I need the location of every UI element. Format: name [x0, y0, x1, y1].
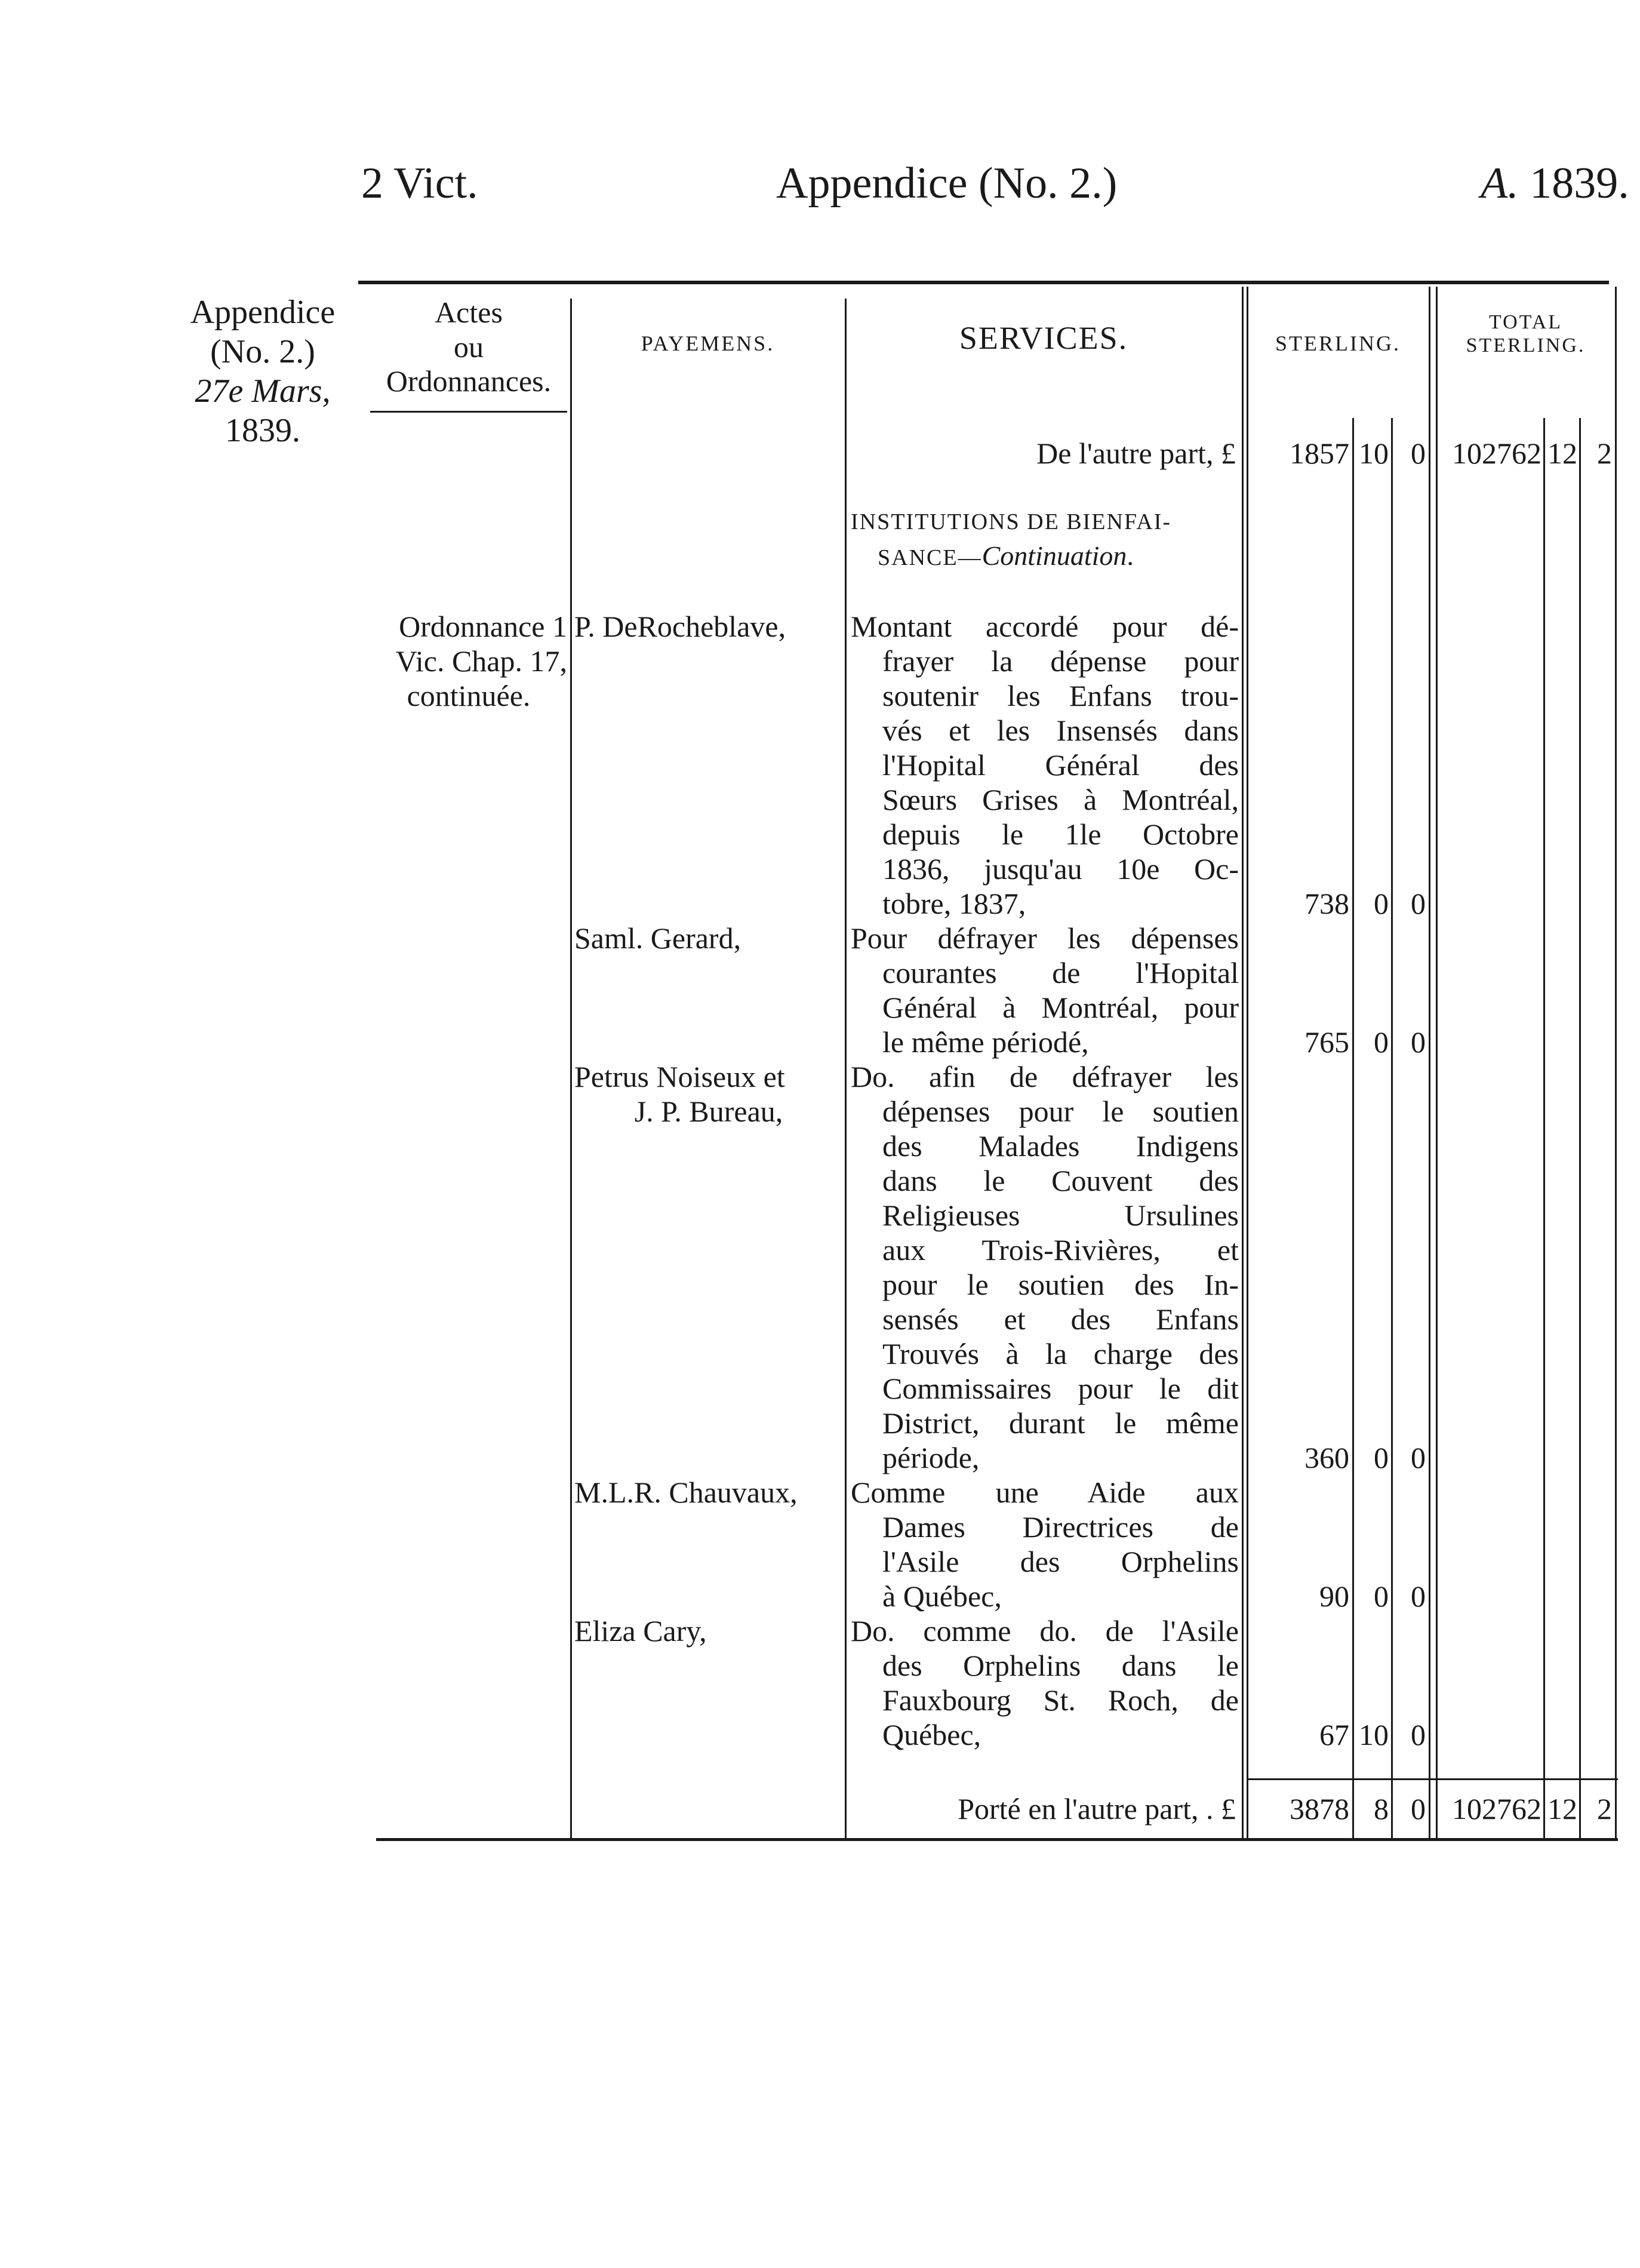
entry-pounds: 765 [1304, 1025, 1349, 1059]
section-title-line: INSTITUTIONS DE BIENFAI- [851, 509, 1172, 534]
service-line: Do. comme do. de l'Asile [851, 1614, 1239, 1648]
entry-pence: 0 [1411, 887, 1426, 920]
service-line: Sœurs Grises à Montréal, [882, 783, 1239, 816]
service-line: pour le soutien des In- [882, 1268, 1239, 1301]
column-divider [1391, 418, 1393, 1838]
brought-forward-total-shillings: 12 [1547, 437, 1577, 470]
carried-forward-total-pounds: 102762 [1452, 1792, 1541, 1826]
brought-forward-total-pounds: 102762 [1452, 437, 1541, 470]
entry-shillings: 0 [1374, 1025, 1389, 1059]
service-line: District, durant le même [882, 1406, 1239, 1440]
sum-rule [1248, 1778, 1618, 1780]
carried-forward-pounds: 3878 [1290, 1792, 1349, 1826]
act-reference-line: continuée. [407, 679, 531, 712]
service-line: dépenses pour le soutien [882, 1095, 1239, 1128]
service-line: Québec, [882, 1718, 981, 1751]
brought-forward-pence: 0 [1411, 437, 1426, 470]
margin-note-line: 1839. [225, 412, 300, 449]
carried-forward-label: Porté en l'autre part, . £ [958, 1792, 1236, 1826]
payee-name: M.L.R. Chauvaux, [574, 1476, 798, 1509]
service-line: période, [882, 1441, 980, 1474]
entry-shillings: 0 [1374, 887, 1389, 920]
column-header-payements: PAYEMENS. [641, 331, 775, 355]
service-line: 1836, jusqu'au 10e Oc- [882, 852, 1239, 886]
column-divider [845, 299, 847, 1838]
service-line: tobre, 1837, [882, 887, 1026, 920]
service-line: Comme une Aide aux [851, 1476, 1239, 1509]
carried-forward-total-pence: 2 [1597, 1792, 1612, 1826]
column-header-services: SERVICES. [959, 320, 1128, 356]
payee-name: Saml. Gerard, [574, 921, 741, 955]
column-divider [570, 299, 572, 1838]
section-title-line: SANCE—Continuation. [878, 540, 1134, 571]
payee-name: P. DeRocheblave, [574, 610, 786, 643]
brought-forward-label: De l'autre part, £ [1036, 437, 1236, 470]
service-line: des Malades Indigens [882, 1129, 1239, 1163]
service-line: depuis le 1le Octobre [882, 818, 1239, 851]
column-divider [1436, 287, 1438, 1838]
service-line: dans le Couvent des [882, 1164, 1239, 1197]
service-line: Dames Directrices de [882, 1510, 1239, 1544]
brought-forward-pounds: 1857 [1290, 437, 1349, 470]
column-divider [1543, 418, 1545, 1838]
carried-forward-shillings: 8 [1374, 1792, 1389, 1826]
service-line: Religieuses Ursulines [882, 1198, 1239, 1232]
service-line: Montant accordé pour dé- [851, 610, 1239, 643]
entry-pounds: 67 [1319, 1718, 1349, 1751]
carried-forward-pence: 0 [1411, 1792, 1426, 1826]
entry-shillings: 0 [1374, 1441, 1389, 1474]
entry-pounds: 360 [1304, 1441, 1349, 1474]
actes-header-rule [370, 411, 567, 413]
service-line: Pour défrayer les dépenses [851, 921, 1239, 955]
service-line: l'Hopital Général des [882, 748, 1239, 782]
table-top-rule [358, 281, 1609, 284]
service-line: le même périodé, [882, 1025, 1089, 1059]
service-line: courantes de l'Hopital [882, 956, 1239, 989]
entry-pence: 0 [1411, 1718, 1426, 1751]
payee-name: Eliza Cary, [574, 1614, 707, 1648]
payee-name: Petrus Noiseux et [574, 1060, 785, 1093]
column-divider [1579, 418, 1581, 1838]
header-regnal-year: 2 Vict. [361, 159, 478, 208]
service-line: soutenir les Enfans trou- [882, 679, 1239, 712]
entry-pounds: 738 [1304, 887, 1349, 920]
payee-name: J. P. Bureau, [634, 1095, 783, 1128]
column-divider [1615, 287, 1617, 1838]
entry-shillings: 0 [1374, 1579, 1389, 1613]
service-line: Fauxbourg St. Roch, de [882, 1683, 1239, 1717]
service-line: sensés et des Enfans [882, 1302, 1239, 1336]
header-year-prefix: A. [1481, 159, 1519, 208]
margin-note-line: (No. 2.) [210, 333, 315, 370]
column-divider [1352, 418, 1354, 1838]
service-line: des Orphelins dans le [882, 1649, 1239, 1682]
service-line: Général à Montréal, pour [882, 991, 1239, 1024]
entry-pence: 0 [1411, 1441, 1426, 1474]
service-line: Trouvés à la charge des [882, 1337, 1239, 1370]
service-line: Commissaires pour le dit [882, 1372, 1239, 1405]
brought-forward-shillings: 10 [1359, 437, 1389, 470]
header-title: Appendice (No. 2.) [776, 159, 1118, 208]
header-year-value: 1839. [1530, 159, 1629, 208]
margin-note-line: 27e Mars, [195, 373, 331, 410]
service-line: vés et les Insensés dans [882, 714, 1239, 747]
service-line: Do. afin de défrayer les [851, 1060, 1239, 1093]
service-line: à Québec, [882, 1579, 1002, 1613]
service-line: frayer la dépense pour [882, 644, 1239, 678]
act-reference-line: Vic. Chap. 17, [395, 644, 567, 678]
column-header-actes: Actes ou Ordonnances. [386, 296, 552, 398]
margin-note [173, 293, 352, 450]
column-header-sterling: STERLING. [1275, 331, 1401, 355]
entry-pence: 0 [1411, 1579, 1426, 1613]
column-divider [1242, 287, 1244, 1838]
carried-forward-total-shillings: 12 [1547, 1792, 1577, 1826]
brought-forward-total-pence: 2 [1597, 437, 1612, 470]
table-bottom-rule [376, 1838, 1618, 1841]
entry-pounds: 90 [1319, 1579, 1349, 1613]
act-reference-line: Ordonnance 1 [399, 610, 567, 643]
service-line: aux Trois-Rivières, et [882, 1233, 1239, 1267]
service-line: l'Asile des Orphelins [882, 1545, 1239, 1578]
column-divider [1429, 287, 1430, 1838]
margin-note-line: Appendice [190, 294, 336, 331]
header-year [1481, 159, 1629, 208]
entry-pence: 0 [1411, 1025, 1426, 1059]
column-header-total: TOTAL STERLING. [1466, 311, 1586, 357]
entry-shillings: 10 [1359, 1718, 1389, 1751]
